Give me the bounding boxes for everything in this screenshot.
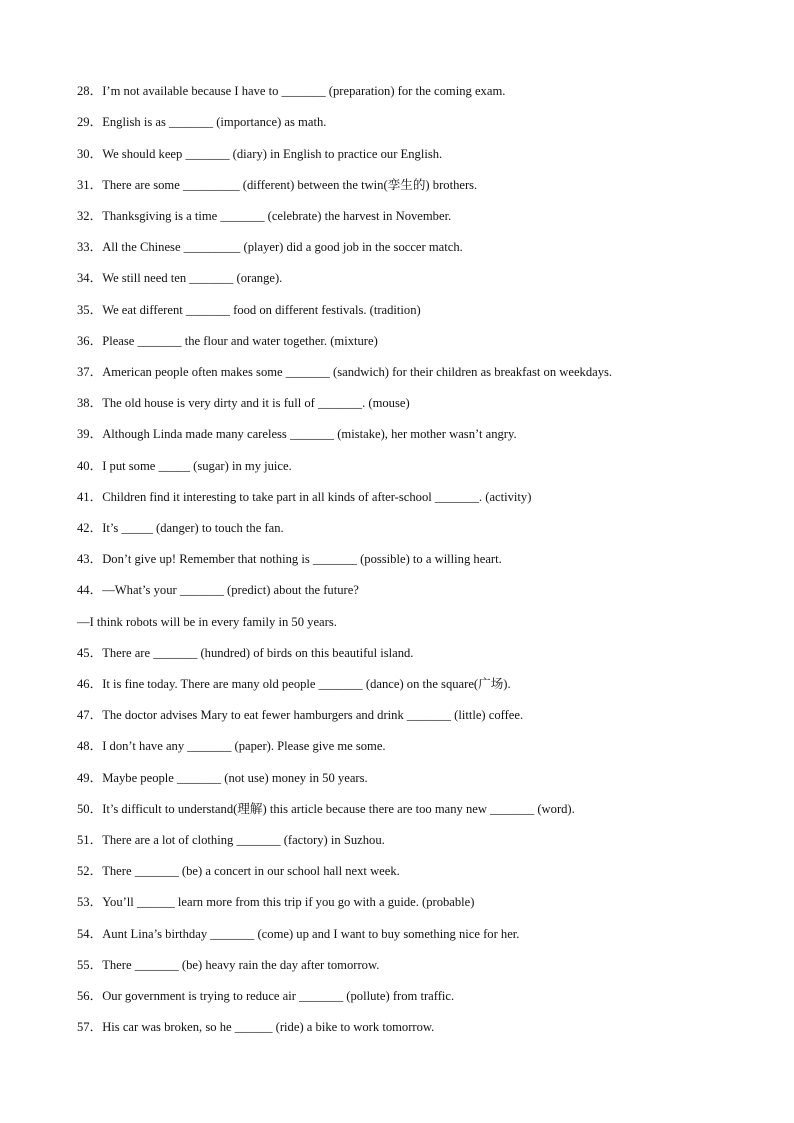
question-47: 47．The doctor advises Mary to eat fewer hamburgers and drink _______ (little) coffee. bbox=[77, 708, 524, 722]
question-28: 28．I’m not available because I have to _______ (preparation) for the coming exam. bbox=[77, 84, 506, 98]
question-53: 53．You’ll ______ learn more from this trip if you go with a guide. (probable) bbox=[77, 895, 475, 909]
question-52: 52．There _______ (be) a concert in our school hall next week. bbox=[77, 864, 400, 878]
question-54: 54．Aunt Lina’s birthday _______ (come) up and I want to buy something nice for her. bbox=[77, 927, 520, 941]
question-40: 40．I put some _____ (sugar) in my juice. bbox=[77, 459, 292, 473]
question-44-reply: —I think robots will be in every family in 50 years. bbox=[77, 615, 337, 629]
question-36: 36．Please _______ the flour and water together. (mixture) bbox=[77, 334, 378, 348]
question-32: 32．Thanksgiving is a time _______ (celebrate) the harvest in November. bbox=[77, 209, 452, 223]
question-29: 29．English is as _______ (importance) as math. bbox=[77, 115, 327, 129]
question-35: 35．We eat different _______ food on different festivals. (tradition) bbox=[77, 303, 421, 317]
question-57: 57．His car was broken, so he ______ (ride) a bike to work tomorrow. bbox=[77, 1020, 435, 1034]
question-56: 56．Our government is trying to reduce air _______ (pollute) from traffic. bbox=[77, 989, 455, 1003]
question-48: 48．I don’t have any _______ (paper). Please give me some. bbox=[77, 739, 386, 753]
question-49: 49．Maybe people _______ (not use) money in 50 years. bbox=[77, 771, 368, 785]
question-41: 41．Children find it interesting to take part in all kinds of after-school _______. (activity) bbox=[77, 490, 532, 504]
question-45: 45．There are _______ (hundred) of birds on this beautiful island. bbox=[77, 646, 414, 660]
question-43: 43．Don’t give up! Remember that nothing is _______ (possible) to a willing heart. bbox=[77, 552, 502, 566]
question-38: 38．The old house is very dirty and it is full of _______. (mouse) bbox=[77, 396, 410, 410]
question-34: 34．We still need ten _______ (orange). bbox=[77, 271, 283, 285]
question-46: 46．It is fine today. There are many old people _______ (dance) on the square(广场). bbox=[77, 677, 511, 691]
question-39: 39．Although Linda made many careless _______ (mistake), her mother wasn’t angry. bbox=[77, 427, 517, 441]
question-55: 55．There _______ (be) heavy rain the day after tomorrow. bbox=[77, 958, 380, 972]
question-30: 30．We should keep _______ (diary) in English to practice our English. bbox=[77, 147, 443, 161]
question-42: 42．It’s _____ (danger) to touch the fan. bbox=[77, 521, 284, 535]
question-50: 50．It’s difficult to understand(理解) this article because there are too many new _______ (word). bbox=[77, 802, 575, 816]
question-51: 51．There are a lot of clothing _______ (factory) in Suzhou. bbox=[77, 833, 385, 847]
question-31: 31．There are some _________ (different) between the twin(孪生的) brothers. bbox=[77, 178, 478, 192]
question-44: 44．—What’s your _______ (predict) about the future? bbox=[77, 583, 359, 597]
question-37: 37．American people often makes some _______ (sandwich) for their children as breakfast on weekdays. bbox=[77, 365, 613, 379]
question-33: 33．All the Chinese _________ (player) did a good job in the soccer match. bbox=[77, 240, 463, 254]
